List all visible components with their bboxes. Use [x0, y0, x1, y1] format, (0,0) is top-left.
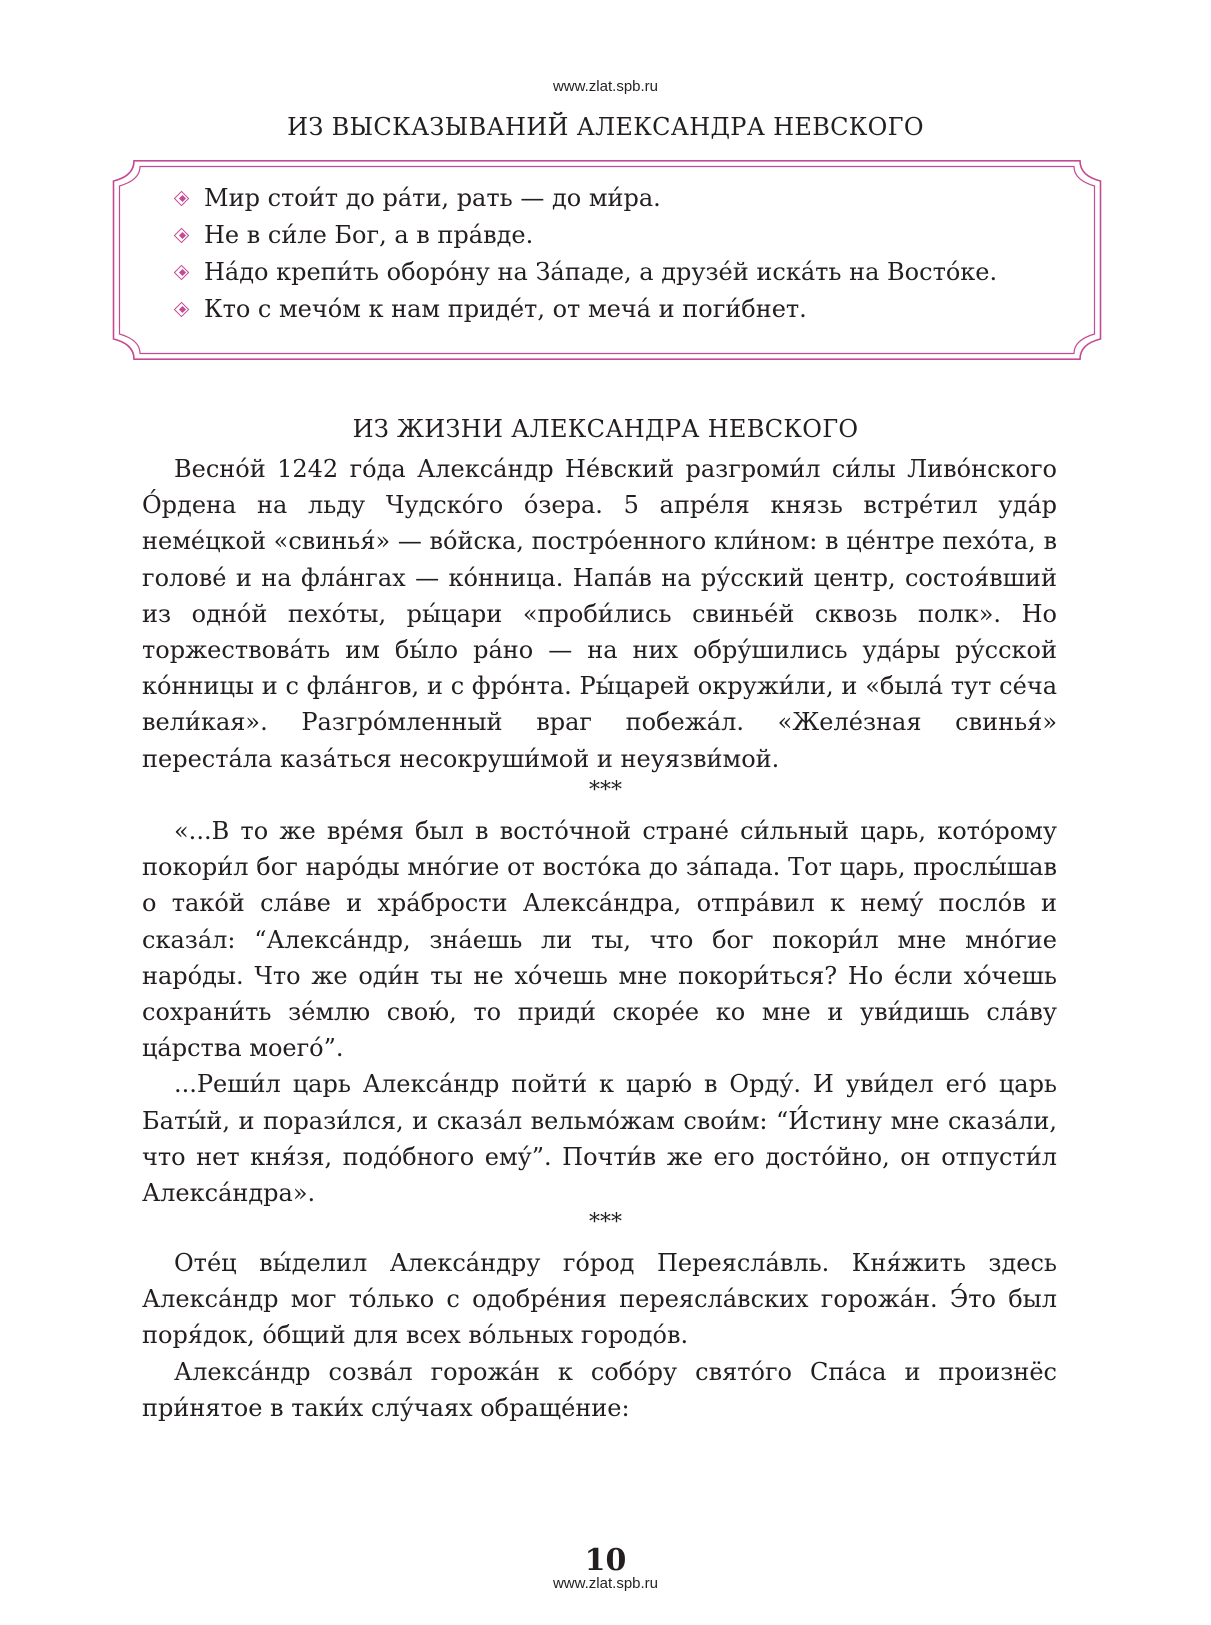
separator: ***: [589, 1210, 622, 1235]
section-pereslavl: [142, 1245, 1057, 1426]
section-battle: [142, 451, 1057, 777]
paragraph: ...Реши́л царь Алекса́ндр пойти́ к царю́ в Орду́. И уви́дел его́ царь Баты́й, и порази́лся, и сказа́л вельмо́жам свои́м: “И́стину мне сказа́ли, что нет кня́зя, подо́бного ему́”. Почти́в же его досто́йно, он отпусти́л Алекса́ндра».: [142, 1070, 1057, 1208]
saying-item: На́до крепи́ть оборо́ну на За́паде, а друзе́й иска́ть на Восто́ке.: [174, 254, 997, 291]
paragraph: Весно́й 1242 го́да Алекса́ндр Не́вский разгроми́л си́лы Ливо́нского О́рдена на льду Чудско́го о́зера. 5 апре́ля князь встре́тил уда́р неме́цкой «свинья́» — во́йска, постро́енного кли́ном: в це́нтре пехо́та, в голове́ и на фла́нгах — ко́нница. Напа́в на ру́сский центр, состоя́вший из одно́й пехо́ты, ры́цари «проби́лись свинье́й сквозь полк». Но торжествова́ть им бы́ло ра́но — на них обру́шились уда́ры ру́сской ко́нницы и с фла́нгов, и с фро́нта. Ры́царей окружи́ли, и «была́ тут се́ча вели́кая». Разгро́мленный враг побежа́л. «Желе́зная свинья́» переста́ла каза́ться несокруши́мой и неуязви́мой.: [142, 455, 1057, 773]
saying-item: Не в си́ле Бог, а в пра́вде.: [174, 217, 997, 254]
separator: ***: [589, 778, 622, 803]
page-number: 10: [584, 1543, 627, 1578]
sayings-list: [174, 180, 997, 328]
life-heading: ИЗ ЖИЗНИ АЛЕКСАНДРА НЕВСКОГО: [352, 415, 859, 443]
diamond-bullet-icon: [174, 228, 190, 244]
diamond-bullet-icon: [174, 302, 190, 318]
sayings-frame: [112, 160, 1102, 360]
diamond-bullet-icon: [174, 265, 190, 281]
site-url-bottom: www.zlat.spb.ru: [552, 1575, 659, 1592]
section-horde: [142, 813, 1057, 1211]
site-url-top: www.zlat.spb.ru: [552, 78, 659, 95]
saying-item: Кто с мечо́м к нам приде́т, от меча́ и поги́бнет.: [174, 291, 997, 328]
saying-item: Мир стои́т до ра́ти, рать — до ми́ра.: [174, 180, 997, 217]
paragraph: «...В то же вре́мя был в восто́чной стране́ си́льный царь, кото́рому покори́л бог наро́ды мно́гие от восто́ка до за́пада. Тот царь, прослы́шав о тако́й сла́ве и хра́брости Алекса́ндра, отпра́вил к нему́ посло́в и сказа́л: “Алекса́ндр, зна́ешь ли ты, что бог покори́л мне мно́гие наро́ды. Что же оди́н ты не хо́чешь мне покори́ться? Но е́сли хо́чешь сохрани́ть зе́млю свою́, то приди́ скоре́е ко мне и уви́дишь сла́ву ца́рства моего́”.: [142, 817, 1057, 1063]
paragraph: Алекса́ндр созва́л горожа́н к собо́ру свято́го Спа́са и произнёс при́нятое в таки́х слу́чаях обраще́ние:: [142, 1357, 1057, 1422]
diamond-bullet-icon: [174, 191, 190, 207]
sayings-heading: ИЗ ВЫСКАЗЫВАНИЙ АЛЕКСАНДРА НЕВСКОГО: [287, 113, 924, 141]
paragraph: Оте́ц вы́делил Алекса́ндру го́род Переясла́вль. Кня́жить здесь Алекса́ндр мог то́лько с одобре́ния переясла́вских горожа́н. Э́то был поря́док, о́бщий для всех во́льных городо́в.: [142, 1249, 1057, 1350]
